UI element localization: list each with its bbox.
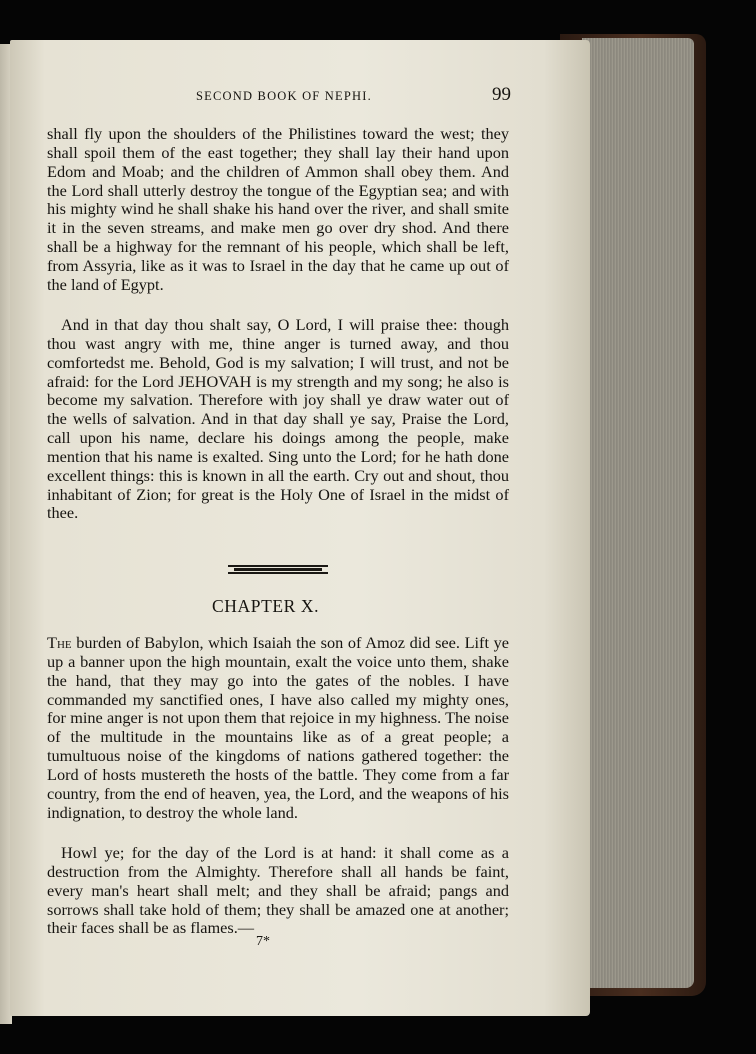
paragraph: shall fly upon the shoulders of the Philistines toward the west; they shall spoil them of the east together; they shall lay their hand upon Edom and Moab; and the children of Ammon shall obey them. And the Lord shall utterly destroy the tongue of the Egyptian sea; and with his mighty wind he shall shake his hand over the river, and shall smite it in the seven streams, and make men go over dry shod. And there shall be a highway for the remnant of his people, which shall be left, from Assyria, like as it was to Israel in the day that he came up out of the land of Egypt. — [47, 124, 509, 294]
book-page — [10, 40, 590, 1016]
signature-mark: 7* — [256, 934, 270, 949]
page-number: 99 — [492, 84, 511, 105]
chapter-divider-ornament — [228, 565, 328, 574]
chapter-heading: CHAPTER X. — [212, 596, 320, 616]
page-edges — [582, 38, 694, 988]
paragraph: Howl ye; for the day of the Lord is at hand: it shall come as a destruction from the Almighty. Therefore shall all hands be faint, every man's heart shall melt; and they shall be afraid; pangs and sorrows shall take hold of them; they shall be amazed one at another; their faces shall be as flames.— — [47, 843, 509, 938]
paragraph-lead-word: The — [47, 633, 72, 652]
paragraph: And in that day thou shalt say, O Lord, I will praise thee: though thou wast angry with me, thine anger is turned away, and thou comfortedst me. Behold, God is my salvation; I will trust, and not be afraid: for the Lord JEHOVAH is my strength and my song; he also is become my salvation. Therefore with joy shall ye draw water out of the wells of salvation. And in that day shall ye say, Praise the Lord, call upon his name, declare his doings among the people, make mention that his name is exalted. Sing unto the Lord; for he hath done excellent things: this is known in all the earth. Cry out and shout, thou inhabitant of Zion; for great is the Holy One of Israel in the midst of thee. — [47, 315, 509, 523]
paragraph-text: burden of Babylon, which Isaiah the son of Amoz did see. Lift ye up a banner upon the high mountain, exalt the voice unto them, shake the hand, that they may go into the gates of the nobles. I have commanded my sanctified ones, I have also called my mighty ones, for mine anger is not upon them that rejoice in my highness. The noise of the multitude in the mountains like as of a great people; a tumultuous noise of the kingdoms of nations gathered together: the Lord of hosts mustereth the hosts of the battle. They come from a far country, from the end of heaven, yea, the Lord, and the weapons of his indignation, to destroy the whole land. — [47, 633, 509, 822]
running-head: SECOND BOOK OF NEPHI. — [196, 89, 372, 103]
paragraph — [47, 634, 509, 822]
